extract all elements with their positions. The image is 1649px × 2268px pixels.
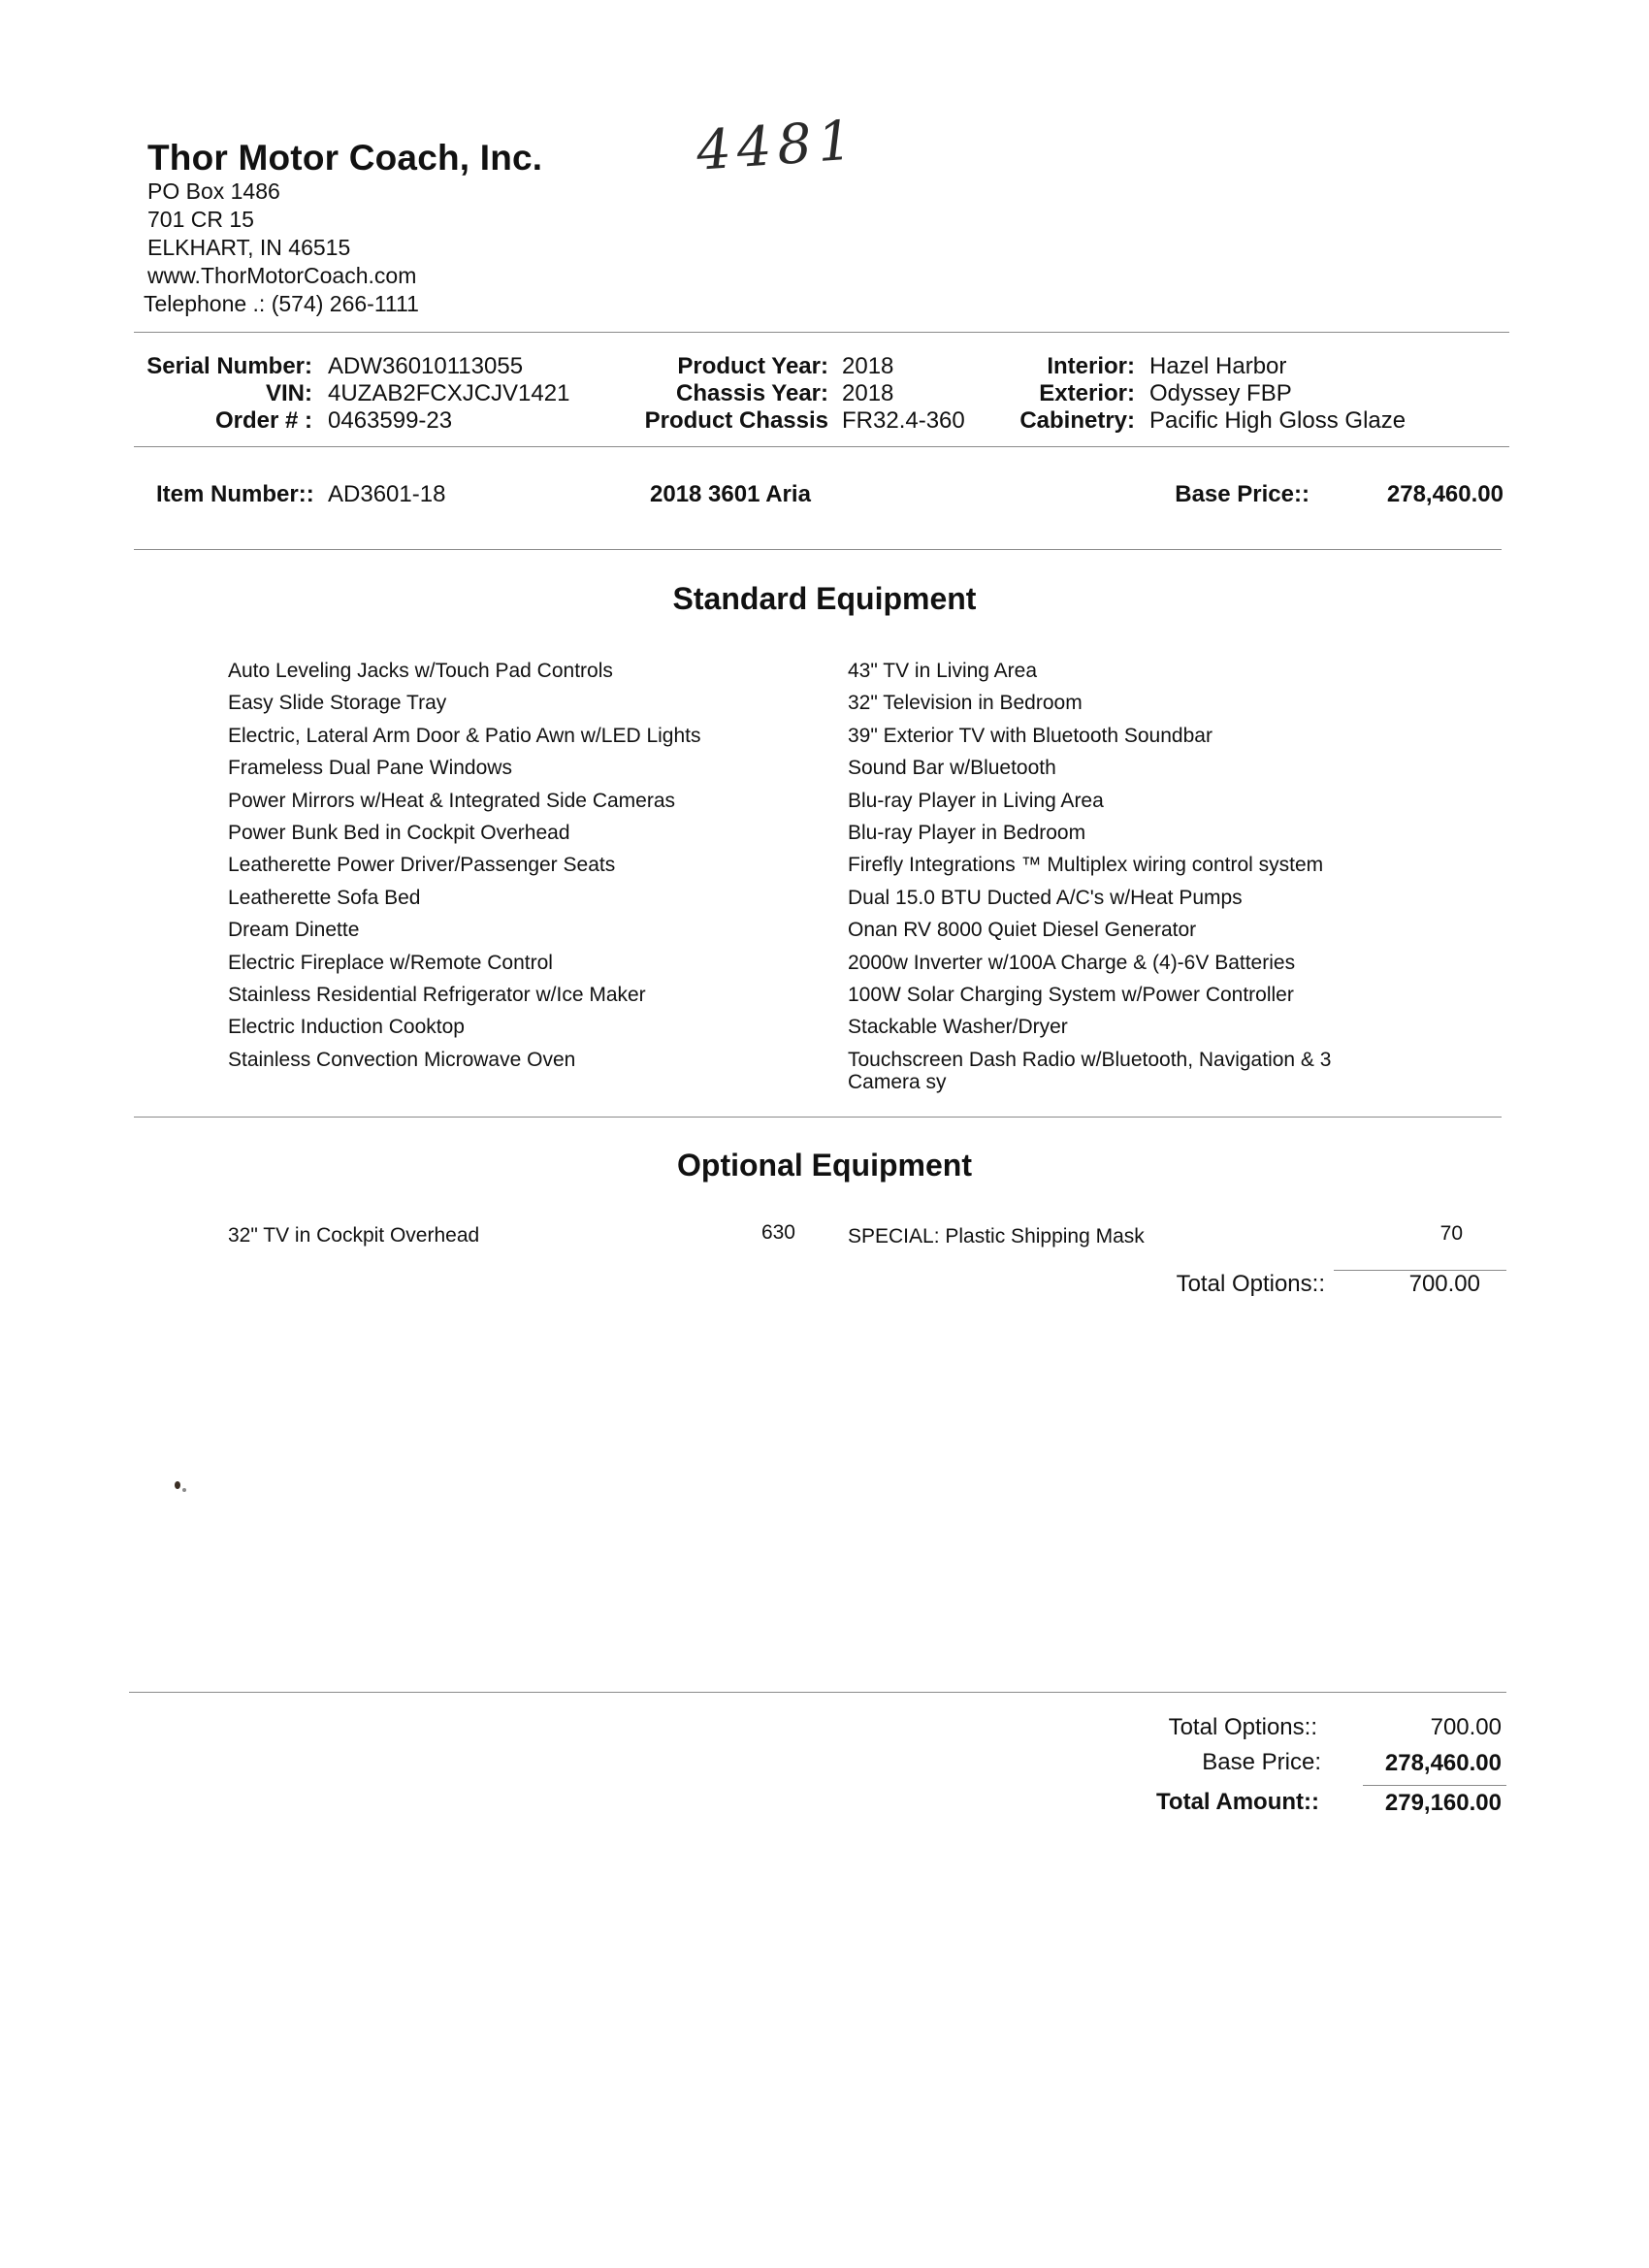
company-name: Thor Motor Coach, Inc.: [147, 138, 543, 178]
total-amount-value: 279,160.00: [1384, 1790, 1502, 1816]
item-number-label: Item Number::: [156, 481, 314, 507]
summary-total-options-label: Total Options::: [1168, 1714, 1317, 1740]
telephone-label: Telephone .:: [144, 291, 266, 316]
website: www.ThorMotorCoach.com: [147, 263, 417, 288]
vin-label: VIN:: [266, 380, 312, 406]
product-year-label: Product Year:: [677, 353, 828, 379]
standard-equipment-item: Easy Slide Storage Tray: [228, 692, 447, 715]
divider: [134, 549, 1502, 550]
standard-equipment-item: Dream Dinette: [228, 919, 360, 942]
model-name: 2018 3601 Aria: [650, 481, 811, 507]
divider: [134, 1117, 1502, 1118]
standard-equipment-item: Frameless Dual Pane Windows: [228, 757, 512, 780]
handwritten-note: 4481: [694, 109, 860, 183]
standard-equipment-item: Leatherette Sofa Bed: [228, 886, 421, 909]
standard-equipment-item: Power Bunk Bed in Cockpit Overhead: [228, 822, 570, 845]
option-name: 32" TV in Cockpit Overhead: [228, 1224, 480, 1247]
standard-equipment-item: Firefly Integrations ™ Multiplex wiring control system: [848, 854, 1324, 877]
base-price-label: Base Price::: [1175, 481, 1310, 507]
address-line: ELKHART, IN 46515: [147, 235, 351, 260]
standard-equipment-item: Stainless Convection Microwave Oven: [228, 1048, 576, 1071]
product-chassis-value: FR32.4-360: [842, 407, 965, 434]
standard-equipment-item: Power Mirrors w/Heat & Integrated Side Cameras: [228, 789, 676, 812]
vin-value: 4UZAB2FCXJCJV1421: [328, 380, 570, 406]
summary-total-options-value: 700.00: [1430, 1714, 1502, 1740]
order-label: Order # :: [214, 407, 312, 434]
interior-label: Interior:: [1047, 353, 1135, 379]
scan-speck: [175, 1481, 180, 1489]
serial-number-value: ADW36010113055: [328, 353, 524, 379]
interior-value: Hazel Harbor: [1149, 353, 1287, 379]
summary-base-price-value: 278,460.00: [1384, 1750, 1502, 1776]
standard-equipment-item: Electric Induction Cooktop: [228, 1016, 465, 1039]
option-price: 70: [1439, 1222, 1463, 1245]
standard-equipment-item: Camera sy: [848, 1071, 947, 1094]
options-total-value: 700.00: [1408, 1271, 1480, 1297]
base-price-value: 278,460.00: [1386, 481, 1504, 507]
standard-equipment-item: Onan RV 8000 Quiet Diesel Generator: [848, 919, 1197, 942]
standard-equipment-item: 2000w Inverter w/100A Charge & (4)-6V Batteries: [848, 951, 1296, 974]
total-amount-label: Total Amount::: [1156, 1789, 1319, 1815]
standard-equipment-item: Blu-ray Player in Living Area: [848, 789, 1104, 812]
standard-equipment-item: Stackable Washer/Dryer: [848, 1016, 1068, 1039]
scan-speck: [182, 1488, 186, 1492]
standard-equipment-item: Dual 15.0 BTU Ducted A/C's w/Heat Pumps: [848, 886, 1243, 909]
product-chassis-label: Product Chassis: [644, 407, 828, 434]
optional-equipment-title: Optional Equipment: [677, 1148, 972, 1183]
standard-equipment-item: Electric Fireplace w/Remote Control: [228, 951, 553, 974]
standard-equipment-item: Auto Leveling Jacks w/Touch Pad Controls: [228, 660, 613, 682]
standard-equipment-left-list: [228, 655, 701, 1076]
standard-equipment-item: Leatherette Power Driver/Passenger Seats: [228, 854, 616, 877]
divider: [134, 446, 1509, 447]
exterior-label: Exterior:: [1039, 380, 1135, 406]
address-line: PO Box 1486: [147, 178, 280, 204]
standard-equipment-title: Standard Equipment: [672, 581, 977, 616]
standard-equipment-item: 32" Television in Bedroom: [848, 692, 1083, 715]
cabinetry-label: Cabinetry:: [1019, 407, 1135, 434]
address-line: 701 CR 15: [147, 207, 254, 232]
standard-equipment-item: 39" Exterior TV with Bluetooth Soundbar: [848, 724, 1212, 747]
option-name: SPECIAL: Plastic Shipping Mask: [848, 1225, 1145, 1247]
standard-equipment-right-list: [848, 655, 1331, 1099]
chassis-year-value: 2018: [842, 380, 894, 406]
standard-equipment-item: Touchscreen Dash Radio w/Bluetooth, Navigation & 3: [848, 1048, 1332, 1071]
standard-equipment-item: Stainless Residential Refrigerator w/Ice Maker: [228, 984, 646, 1007]
divider: [129, 1692, 1506, 1693]
option-price: 630: [760, 1221, 795, 1244]
telephone-value: (574) 266-1111: [271, 291, 419, 316]
product-year-value: 2018: [842, 353, 894, 379]
summary-base-price-label: Base Price:: [1202, 1749, 1321, 1775]
standard-equipment-item: Sound Bar w/Bluetooth: [848, 757, 1056, 780]
telephone-row: [144, 290, 419, 318]
standard-equipment-item: 100W Solar Charging System w/Power Controller: [848, 984, 1294, 1007]
total-rule: [1363, 1785, 1506, 1786]
standard-equipment-item: Blu-ray Player in Bedroom: [848, 822, 1086, 845]
exterior-value: Odyssey FBP: [1149, 380, 1292, 406]
serial-number-label: Serial Number:: [146, 353, 312, 379]
order-value: 0463599-23: [328, 407, 453, 434]
standard-equipment-item: Electric, Lateral Arm Door & Patio Awn w/LED Lights: [228, 724, 701, 747]
standard-equipment-item: 43" TV in Living Area: [848, 660, 1038, 682]
chassis-year-label: Chassis Year:: [676, 380, 828, 406]
cabinetry-value: Pacific High Gloss Glaze: [1149, 407, 1406, 434]
item-number-value: AD3601-18: [328, 481, 446, 507]
options-total-label: Total Options::: [1176, 1271, 1325, 1297]
divider: [134, 332, 1509, 333]
